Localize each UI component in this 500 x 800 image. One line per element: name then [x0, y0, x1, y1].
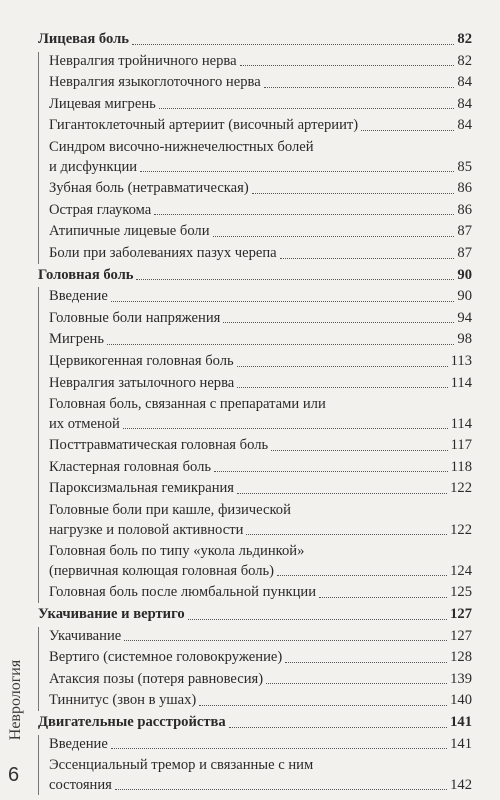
entry-title: Головные боли напряжения	[49, 309, 221, 326]
toc-entry[interactable]	[39, 222, 472, 242]
dot-leader	[361, 130, 454, 131]
entry-title: Вертиго (системное головокружение)	[49, 649, 283, 666]
entry-page: 82	[457, 52, 472, 69]
dot-leader	[123, 428, 448, 429]
toc-entry[interactable]	[39, 458, 472, 478]
toc-entry[interactable]	[39, 116, 472, 136]
toc-entry[interactable]	[39, 583, 472, 603]
toc-entry[interactable]	[39, 436, 472, 456]
entry-page: 90	[457, 288, 472, 305]
toc-entry[interactable]	[39, 735, 472, 755]
section-title: Лицевая боль	[38, 31, 130, 47]
entry-page: 114	[450, 374, 472, 391]
entry-page: 117	[450, 437, 472, 454]
entry-title-line: (первичная колющая головная боль)	[49, 562, 275, 579]
entry-title: Введение	[49, 288, 108, 305]
page-number: 6	[8, 764, 20, 786]
toc-section-heading[interactable]	[38, 30, 472, 50]
entry-title: Пароксизмальная гемикрания	[49, 480, 235, 497]
entry-title-line: Головная боль по типу «укола льдинкой»	[49, 543, 305, 560]
dot-leader	[277, 575, 447, 576]
toc-entry[interactable]	[39, 352, 472, 372]
toc-subentries	[38, 735, 472, 796]
toc-entry[interactable]	[39, 479, 472, 499]
dot-leader	[199, 705, 447, 706]
entry-page: 125	[450, 584, 472, 601]
running-head	[2, 640, 30, 760]
dot-leader	[140, 171, 454, 172]
entry-page: 122	[450, 480, 472, 497]
toc-subentries	[38, 52, 472, 264]
entry-title: Цервикогенная головная боль	[49, 352, 234, 369]
dot-leader	[285, 662, 447, 663]
entry-page: 113	[450, 352, 472, 369]
entry-title: Острая глаукома	[49, 201, 152, 218]
entry-page: 142	[450, 776, 472, 793]
entry-title: Кластерная головная боль	[49, 458, 212, 475]
dot-leader	[111, 748, 447, 749]
entry-page: 124	[450, 562, 472, 579]
entry-title: Невралгия языкоглоточного нерва	[49, 74, 261, 91]
dot-leader	[115, 789, 447, 790]
entry-page: 84	[457, 117, 472, 134]
toc-entry[interactable]	[39, 374, 472, 394]
dot-leader	[213, 236, 455, 237]
dot-leader	[237, 387, 447, 388]
toc-entry[interactable]	[39, 287, 472, 307]
section-page: 127	[450, 606, 472, 623]
dot-leader	[188, 619, 447, 620]
dot-leader	[280, 258, 455, 259]
entry-page: 141	[450, 735, 472, 752]
entry-title-line: их отменой	[49, 415, 120, 432]
entry-title-line: Синдром височно-нижнечелюстных болей	[49, 138, 314, 155]
table-of-contents	[38, 30, 472, 797]
dot-leader	[159, 108, 455, 109]
toc-entry[interactable]	[39, 179, 472, 199]
dot-leader	[214, 471, 448, 472]
entry-title: Лицевая мигрень	[49, 95, 156, 112]
toc-entry[interactable]	[39, 648, 472, 668]
toc-section	[38, 713, 472, 795]
dot-leader	[154, 214, 454, 215]
toc-entry[interactable]	[39, 756, 472, 795]
entry-page: 85	[457, 158, 472, 175]
dot-leader	[237, 366, 448, 367]
toc-entry[interactable]	[39, 95, 472, 115]
entry-page: 86	[457, 180, 472, 197]
section-page: 90	[457, 266, 472, 283]
entry-title: Головная боль после люмбальной пункции	[49, 584, 317, 601]
entry-page: 139	[450, 670, 472, 687]
toc-entry[interactable]	[39, 330, 472, 350]
entry-title: Невралгия затылочного нерва	[49, 374, 235, 391]
entry-page: 140	[450, 692, 472, 709]
toc-entry[interactable]	[39, 627, 472, 647]
entry-title: Укачивание	[49, 627, 122, 644]
toc-section-heading[interactable]	[38, 605, 472, 625]
section-title: Двигательные расстройства	[38, 714, 226, 730]
entry-title: Посттравматическая головная боль	[49, 437, 269, 454]
dot-leader	[264, 87, 455, 88]
entry-page: 128	[450, 649, 472, 666]
entry-page: 86	[457, 201, 472, 218]
entry-title-line: нагрузке и половой активности	[49, 521, 244, 538]
toc-entry[interactable]	[39, 309, 472, 329]
toc-entry[interactable]	[39, 691, 472, 711]
dot-leader	[271, 450, 448, 451]
toc-section	[38, 30, 472, 264]
dot-leader	[229, 727, 447, 728]
entry-title-line: состояния	[49, 776, 112, 793]
toc-section-heading[interactable]	[38, 713, 472, 733]
dot-leader	[246, 534, 447, 535]
toc-entry[interactable]	[39, 73, 472, 93]
entry-title-line: Эссенциальный тремор и связанные с ним	[49, 757, 314, 774]
dot-leader	[266, 683, 447, 684]
dot-leader	[223, 322, 454, 323]
toc-subentries	[38, 287, 472, 603]
entry-page: 127	[450, 627, 472, 644]
entry-title: Тиннитус (звон в ушах)	[49, 692, 197, 709]
entry-page: 122	[450, 521, 472, 538]
entry-title: Зубная боль (нетравматическая)	[49, 180, 249, 197]
toc-entry[interactable]	[39, 201, 472, 221]
entry-page: 94	[457, 309, 472, 326]
dot-leader	[136, 279, 454, 280]
dot-leader	[107, 344, 454, 345]
toc-entry[interactable]	[39, 52, 472, 72]
entry-page: 98	[457, 331, 472, 348]
toc-subentries	[38, 627, 472, 711]
entry-page: 87	[457, 223, 472, 240]
dot-leader	[132, 44, 454, 45]
entry-page: 84	[457, 95, 472, 112]
dot-leader	[237, 493, 447, 494]
toc-entry[interactable]	[39, 670, 472, 690]
section-title: Головная боль	[38, 266, 134, 283]
entry-title: Гигантоклеточный артериит (височный артериит)	[49, 117, 359, 134]
entry-title: Введение	[49, 735, 108, 752]
entry-page: 118	[450, 458, 472, 475]
entry-page: 114	[450, 415, 472, 432]
entry-page: 87	[457, 244, 472, 261]
entry-title: Мигрень	[49, 331, 105, 348]
dot-leader	[124, 640, 447, 641]
entry-title: Атипичные лицевые боли	[49, 223, 210, 240]
dot-leader	[319, 597, 447, 598]
dot-leader	[111, 301, 455, 302]
toc-entry[interactable]	[39, 501, 472, 540]
toc-section	[38, 266, 472, 604]
section-page: 141	[450, 714, 472, 730]
dot-leader	[252, 193, 455, 194]
entry-title-line: и дисфункции	[49, 158, 138, 175]
entry-title-line: Головная боль, связанная с препаратами или	[49, 396, 326, 413]
entry-title: Атаксия позы (потеря равновесия)	[49, 670, 264, 687]
toc-section	[38, 605, 472, 711]
toc-entry[interactable]	[39, 244, 472, 264]
entry-title-line: Головные боли при кашле, физической	[49, 502, 291, 519]
toc-entry[interactable]	[39, 138, 472, 177]
toc-entry[interactable]	[39, 395, 472, 434]
toc-section-heading[interactable]	[38, 266, 472, 286]
entry-page: 84	[457, 74, 472, 91]
entry-title: Невралгия тройничного нерва	[49, 52, 237, 69]
dot-leader	[240, 65, 455, 66]
running-head-text: Неврология	[7, 659, 24, 741]
section-title: Укачивание и вертиго	[38, 606, 185, 623]
toc-entry[interactable]	[39, 542, 472, 581]
entry-title: Боли при заболеваниях пазух черепа	[49, 244, 277, 261]
section-page: 82	[457, 31, 472, 47]
